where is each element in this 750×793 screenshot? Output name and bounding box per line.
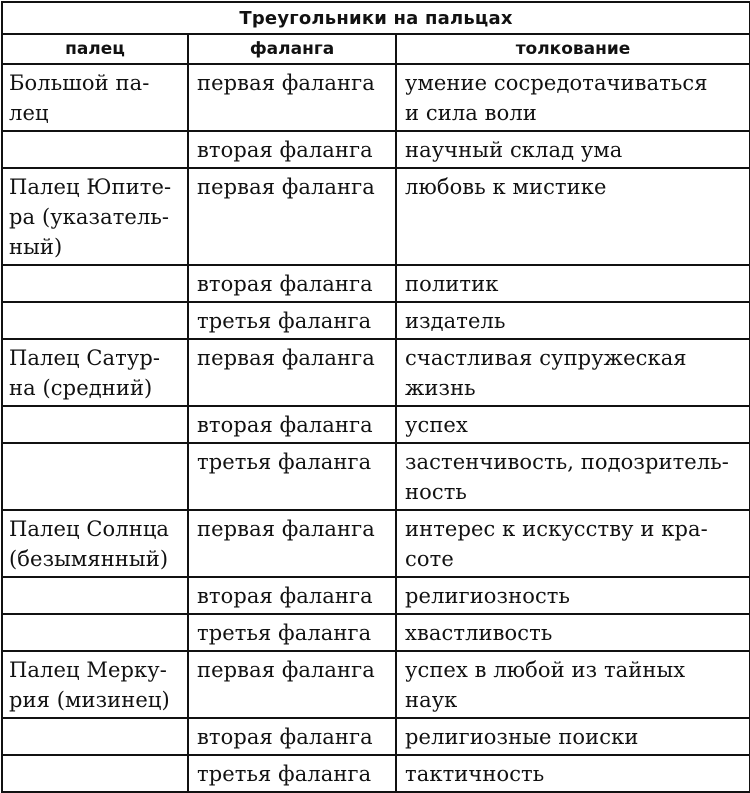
finger-cell	[2, 718, 188, 755]
table-row	[2, 718, 750, 755]
table-body	[2, 64, 750, 792]
phalanx-cell: вторая фаланга	[188, 131, 396, 168]
meaning-cell: издатель	[396, 302, 750, 339]
table-row	[2, 302, 750, 339]
finger-cell: Палец Мерку- рия (мизинец)	[2, 651, 188, 718]
table-row	[2, 577, 750, 614]
meaning-cell: успех в любой из тайных наук	[396, 651, 750, 718]
table-row	[2, 651, 750, 718]
phalanx-cell: вторая фаланга	[188, 265, 396, 302]
meaning-cell: религиозность	[396, 577, 750, 614]
table-row	[2, 755, 750, 792]
finger-cell	[2, 755, 188, 792]
table-row	[2, 339, 750, 406]
table-row	[2, 443, 750, 510]
phalanx-cell: вторая фаланга	[188, 718, 396, 755]
finger-cell	[2, 406, 188, 443]
finger-cell	[2, 302, 188, 339]
phalanx-cell: первая фаланга	[188, 651, 396, 718]
phalanx-cell: первая фаланга	[188, 168, 396, 265]
meaning-cell: любовь к мистике	[396, 168, 750, 265]
finger-cell	[2, 443, 188, 510]
phalanx-cell: вторая фаланга	[188, 577, 396, 614]
table-row	[2, 265, 750, 302]
finger-cell: Палец Сатур- на (средний)	[2, 339, 188, 406]
table-caption-row	[2, 2, 750, 34]
meaning-cell: умение сосредотачиваться и сила воли	[396, 64, 750, 131]
table-row	[2, 64, 750, 131]
table-caption: Треугольники на пальцах	[2, 2, 750, 34]
phalanx-cell: вторая фаланга	[188, 406, 396, 443]
meaning-cell: тактичность	[396, 755, 750, 792]
table-row	[2, 406, 750, 443]
meaning-cell: политик	[396, 265, 750, 302]
phalanx-cell: первая фаланга	[188, 510, 396, 577]
finger-cell: Палец Юпите- ра (указатель- ный)	[2, 168, 188, 265]
meaning-cell: застенчивость, подозритель- ность	[396, 443, 750, 510]
phalanx-cell: третья фаланга	[188, 302, 396, 339]
finger-cell	[2, 614, 188, 651]
meaning-cell: религиозные поиски	[396, 718, 750, 755]
table-row	[2, 510, 750, 577]
table-header-row	[2, 34, 750, 64]
finger-cell: Палец Солнца (безымянный)	[2, 510, 188, 577]
meaning-cell: успех	[396, 406, 750, 443]
column-header-phalanx: фаланга	[188, 34, 396, 64]
meaning-cell: счастливая супружеская жизнь	[396, 339, 750, 406]
phalanx-cell: третья фаланга	[188, 755, 396, 792]
phalanx-cell: третья фаланга	[188, 443, 396, 510]
meaning-cell: научный склад ума	[396, 131, 750, 168]
table-row	[2, 131, 750, 168]
finger-cell: Большой па- лец	[2, 64, 188, 131]
column-header-meaning: толкование	[396, 34, 750, 64]
phalanx-cell: первая фаланга	[188, 64, 396, 131]
meaning-cell: хвастливость	[396, 614, 750, 651]
table-row	[2, 168, 750, 265]
finger-cell	[2, 131, 188, 168]
finger-triangles-table	[1, 1, 750, 793]
finger-cell	[2, 265, 188, 302]
table-row	[2, 614, 750, 651]
finger-cell	[2, 577, 188, 614]
phalanx-cell: первая фаланга	[188, 339, 396, 406]
meaning-cell: интерес к искусству и кра- соте	[396, 510, 750, 577]
phalanx-cell: третья фаланга	[188, 614, 396, 651]
column-header-finger: палец	[2, 34, 188, 64]
